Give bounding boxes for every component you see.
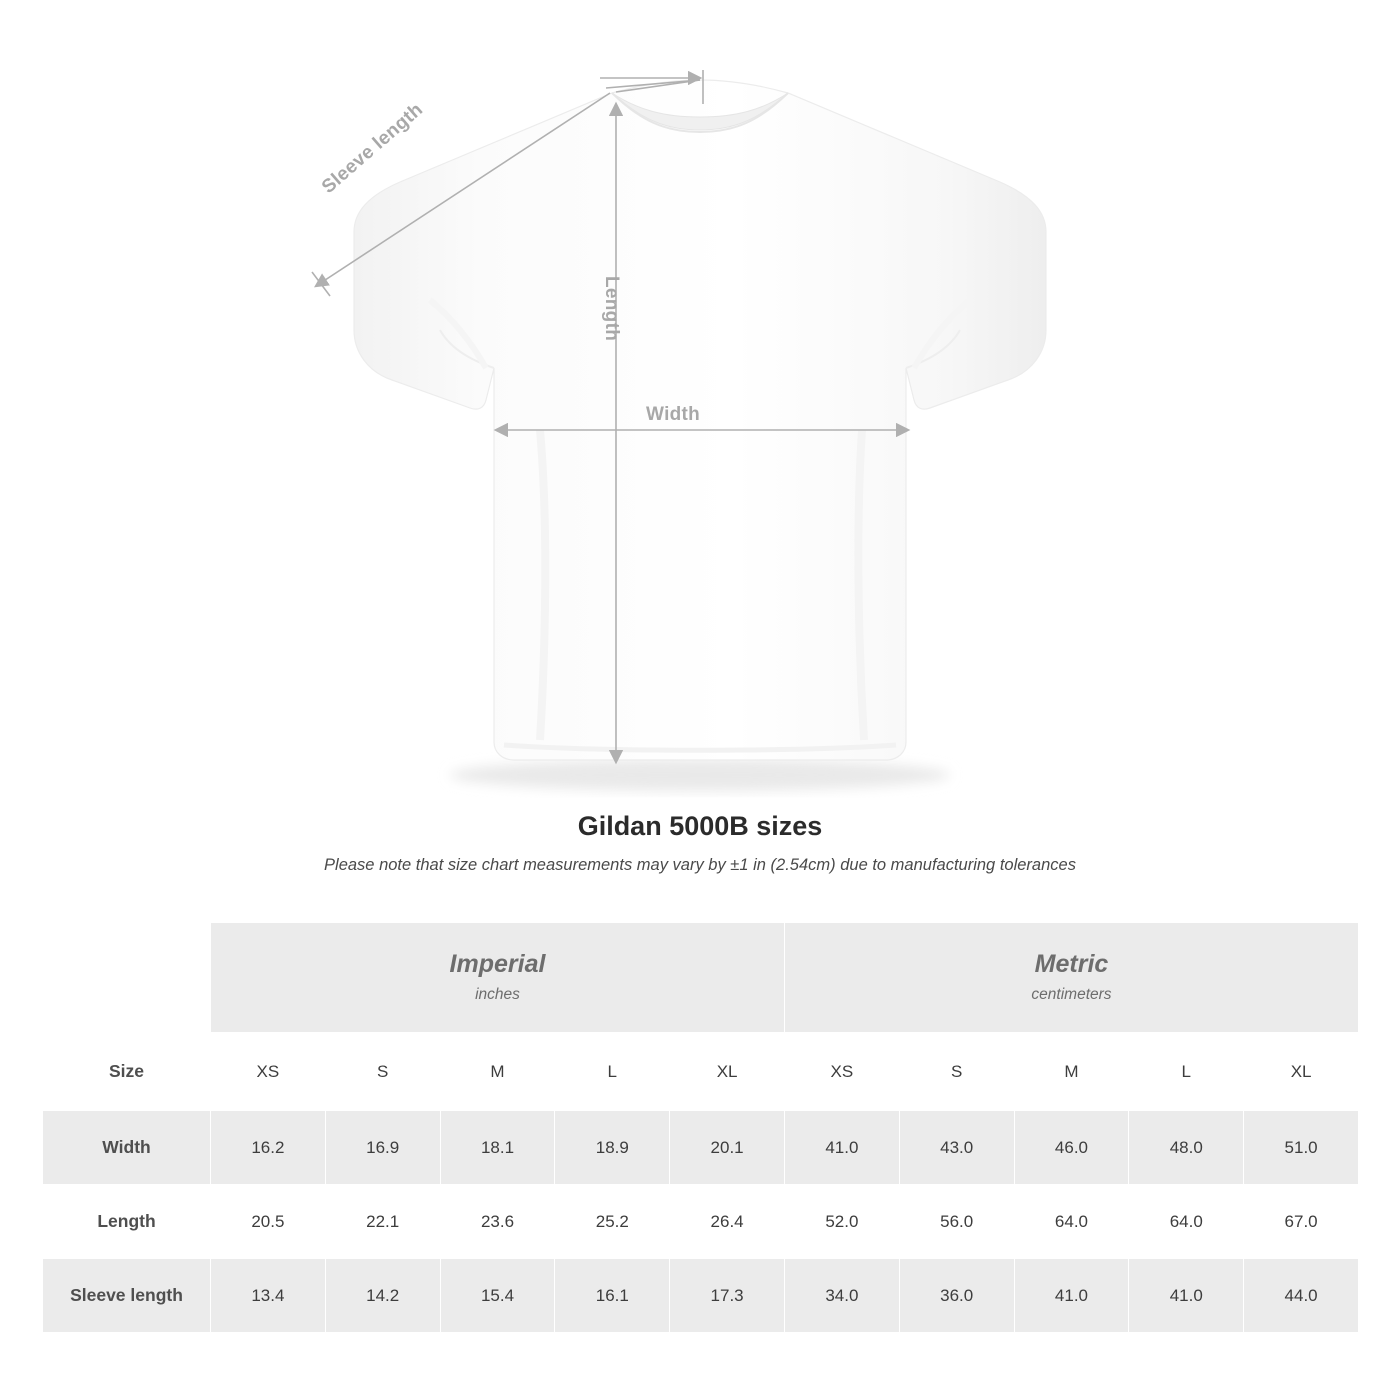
cell-length-metric-xs: 52.0 [784, 1185, 899, 1259]
cell-sleeve-metric-m: 41.0 [1014, 1259, 1129, 1333]
sleeve-length-label: Sleeve length [318, 99, 428, 198]
width-label: Width [646, 404, 701, 425]
sleeve-start-tick [312, 272, 330, 296]
unit-group-metric-name: Metric [1034, 949, 1109, 978]
cell-width-metric-xl: 51.0 [1244, 1111, 1359, 1185]
cell-sleeve-imperial-l: 16.1 [555, 1259, 670, 1333]
cell-length-metric-s: 56.0 [899, 1185, 1014, 1259]
size-header-label: Size [43, 1033, 211, 1111]
cell-length-metric-l: 64.0 [1129, 1185, 1244, 1259]
shirt-shadow [450, 759, 950, 791]
table-corner-cell [43, 923, 211, 1033]
cell-sleeve-imperial-m: 15.4 [440, 1259, 555, 1333]
size-header-metric-xs: XS [784, 1033, 899, 1111]
page-title: Gildan 5000B sizes [577, 811, 823, 841]
size-header-metric-l: L [1129, 1033, 1244, 1111]
size-header-metric-xl: XL [1244, 1033, 1359, 1111]
cell-sleeve-imperial-xs: 13.4 [211, 1259, 326, 1333]
length-label: Length [601, 276, 622, 342]
unit-group-metric [784, 923, 1358, 1033]
cell-sleeve-metric-l: 41.0 [1129, 1259, 1244, 1333]
cell-length-metric-m: 64.0 [1014, 1185, 1129, 1259]
cell-sleeve-metric-xs: 34.0 [784, 1259, 899, 1333]
size-table [42, 922, 1359, 1333]
cell-width-imperial-xl: 20.1 [670, 1111, 785, 1185]
unit-group-imperial-name: Imperial [449, 949, 546, 978]
size-table-wrapper [42, 922, 1358, 1333]
cell-width-metric-l: 48.0 [1129, 1111, 1244, 1185]
cell-width-imperial-s: 16.9 [325, 1111, 440, 1185]
cell-sleeve-imperial-s: 14.2 [325, 1259, 440, 1333]
cell-width-imperial-l: 18.9 [555, 1111, 670, 1185]
cell-width-metric-m: 46.0 [1014, 1111, 1129, 1185]
size-header-metric-m: M [1014, 1033, 1129, 1111]
cell-length-imperial-m: 23.6 [440, 1185, 555, 1259]
size-header-metric-s: S [899, 1033, 1014, 1111]
table-row [43, 1111, 1359, 1185]
size-header-imperial-xl: XL [670, 1033, 785, 1111]
size-header-row [43, 1033, 1359, 1111]
cell-sleeve-imperial-xl: 17.3 [670, 1259, 785, 1333]
cell-width-metric-xs: 41.0 [784, 1111, 899, 1185]
row-label-length: Length [43, 1185, 211, 1259]
unit-group-imperial-sub: inches [475, 986, 520, 1004]
tolerance-note: Please note that size chart measurements may vary by ±1 in (2.54cm) due to manufacturing tolerances [324, 856, 1076, 874]
cell-sleeve-metric-s: 36.0 [899, 1259, 1014, 1333]
row-label-width: Width [43, 1111, 211, 1185]
size-header-imperial-xs: XS [211, 1033, 326, 1111]
row-label-sleeve-length: Sleeve length [43, 1259, 211, 1333]
unit-header-row [43, 923, 1359, 1033]
cell-length-imperial-xl: 26.4 [670, 1185, 785, 1259]
unit-group-metric-sub: centimeters [1031, 986, 1112, 1004]
cell-length-metric-xl: 67.0 [1244, 1185, 1359, 1259]
title-block [0, 811, 1400, 875]
cell-width-imperial-xs: 16.2 [211, 1111, 326, 1185]
unit-group-imperial [211, 923, 785, 1033]
cell-width-metric-s: 43.0 [899, 1111, 1014, 1185]
table-row [43, 1185, 1359, 1259]
table-row [43, 1259, 1359, 1333]
size-header-imperial-l: L [555, 1033, 670, 1111]
cell-length-imperial-s: 22.1 [325, 1185, 440, 1259]
cell-length-imperial-xs: 20.5 [211, 1185, 326, 1259]
size-header-imperial-m: M [440, 1033, 555, 1111]
cell-width-imperial-m: 18.1 [440, 1111, 555, 1185]
size-header-imperial-s: S [325, 1033, 440, 1111]
cell-sleeve-metric-xl: 44.0 [1244, 1259, 1359, 1333]
cell-length-imperial-l: 25.2 [555, 1185, 670, 1259]
